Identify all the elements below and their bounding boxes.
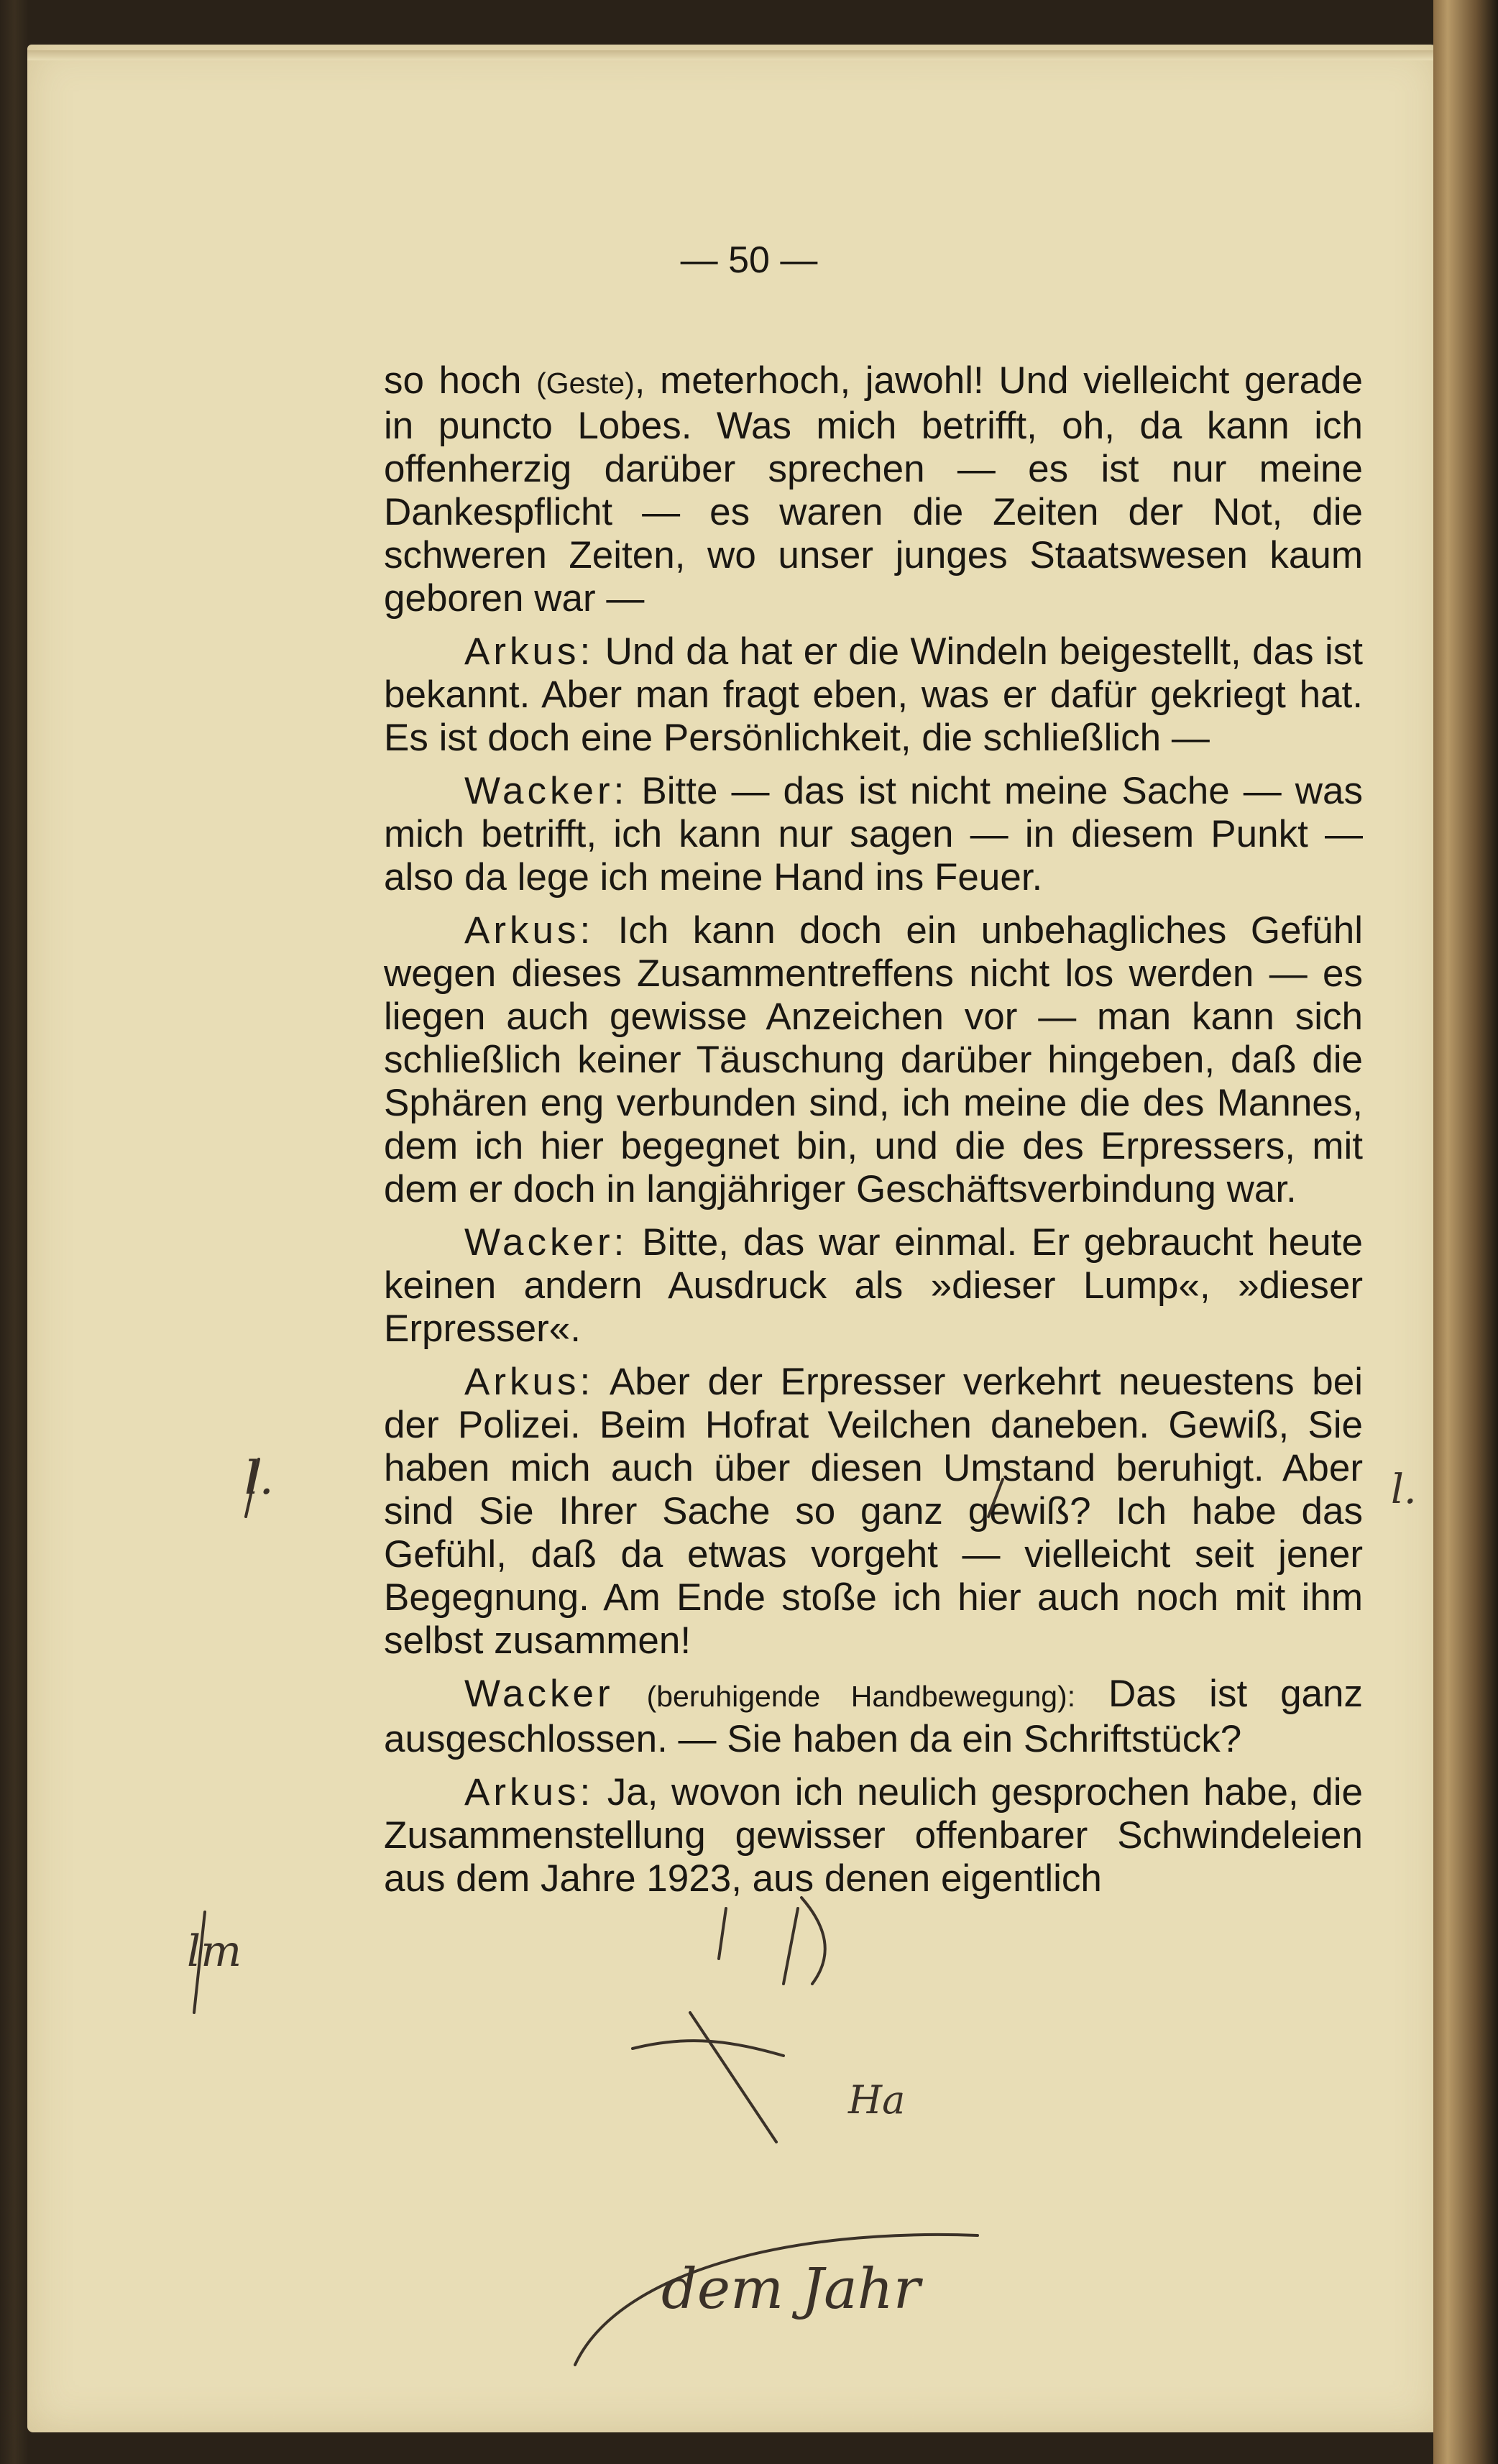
speaker-name: Wacker:	[464, 1221, 628, 1264]
pencil-stroke-insert	[719, 1908, 726, 1959]
pencil-note-bottom: dem Jahr	[661, 2257, 921, 2322]
speaker-name: Arkus:	[464, 630, 594, 673]
margin-mark-lm: lm	[187, 1926, 242, 1977]
speech-text: Bitte, das war einmal. Er gebraucht heute keinen andern Ausdruck als »dieser Lump«, »dieser Erpresser«.	[384, 1221, 1363, 1350]
stage-direction-geste: (Geste)	[536, 367, 635, 400]
speaker-name: Arkus:	[464, 1361, 594, 1403]
speech-text: Ich kann doch ein unbehagliches Gefühl wegen dieses Zusammentreffens nicht los werden — es liegen auch gewisse Anzeichen vor — man kann sich schließlich keiner Täuschung darüber hingeben, daß die Sphären eng verbunden sind, ich meine die des Mannes, dem ich hier begegnet bin, und die des Erpressers, mit dem er doch in langjähriger Geschäftsverbindung war.	[384, 909, 1363, 1210]
pencil-stroke-slash	[988, 1479, 1003, 1517]
stage-direction: (beruhigende Handbewegung):	[646, 1680, 1076, 1713]
speech-text: Aber der Erpresser verkehrt neuestens bei der Polizei. Beim Hofrat Veilchen daneben. Gewiß, Sie haben mich auch über diesen Umstand beruhigt. Aber sind Sie Ihrer Sache so ganz gewiß? Ich habe das Gefühl, daß da etwas vorgeht — vielleicht seit jener Begegnung. Am Ende stoße ich hier auch noch mit ihm selbst zusammen!	[384, 1361, 1363, 1662]
pencil-stroke-insert	[784, 1908, 798, 1984]
margin-mark-left: l.	[244, 1452, 274, 1505]
pencil-stroke-bracket	[801, 1898, 825, 1984]
speaker-name: Arkus:	[464, 909, 594, 952]
margin-mark-right: l.	[1391, 1466, 1417, 1513]
paragraph-1-text-a: so hoch	[384, 359, 537, 402]
speech-text: Das ist ganz ausgeschlossen. — Sie haben da ein Schriftstück?	[384, 1673, 1364, 1760]
speaker-name: Arkus:	[464, 1771, 594, 1813]
speech-text: Ja, wovon ich neulich gesprochen habe, die Zusammenstellung gewisser offenbarer Schwindeleien aus dem Jahre 1923, aus denen eigentlich	[384, 1771, 1363, 1900]
pencil-stroke-scribble	[633, 2041, 784, 2056]
paragraph-1-text-b: , meterhoch, jawohl! Und vielleicht gerade in puncto Lobes. Was mich betrifft, oh, da kann ich offenherzig darüber sprechen — es ist nur meine Dankespflicht — es waren die Zeiten der Not, die schweren Zeiten, wo unser junges Staatswesen kaum geboren war —	[384, 359, 1363, 620]
pencil-stroke-scribble	[690, 2013, 776, 2142]
speech-text: Und da hat er die Windeln beigestellt, das ist bekannt. Aber man fragt eben, was er dafür gekriegt hat. Es ist doch eine Persönlichkeit, die schließlich —	[384, 630, 1363, 759]
speech-text: Bitte — das ist nicht meine Sache — was mich betrifft, ich kann nur sagen — in diesem Punkt — also da lege ich meine Hand ins Feuer.	[384, 770, 1363, 898]
pencil-stroke-slash	[194, 1912, 205, 2013]
pencil-stroke-slash	[246, 1459, 259, 1517]
speaker-name: Wacker	[464, 1673, 614, 1715]
page-number: — 50 —	[680, 239, 818, 281]
pencil-stroke-curve	[575, 2235, 978, 2365]
speaker-name: Wacker:	[464, 770, 628, 812]
pencil-note-ha: Ha	[848, 2077, 906, 2123]
